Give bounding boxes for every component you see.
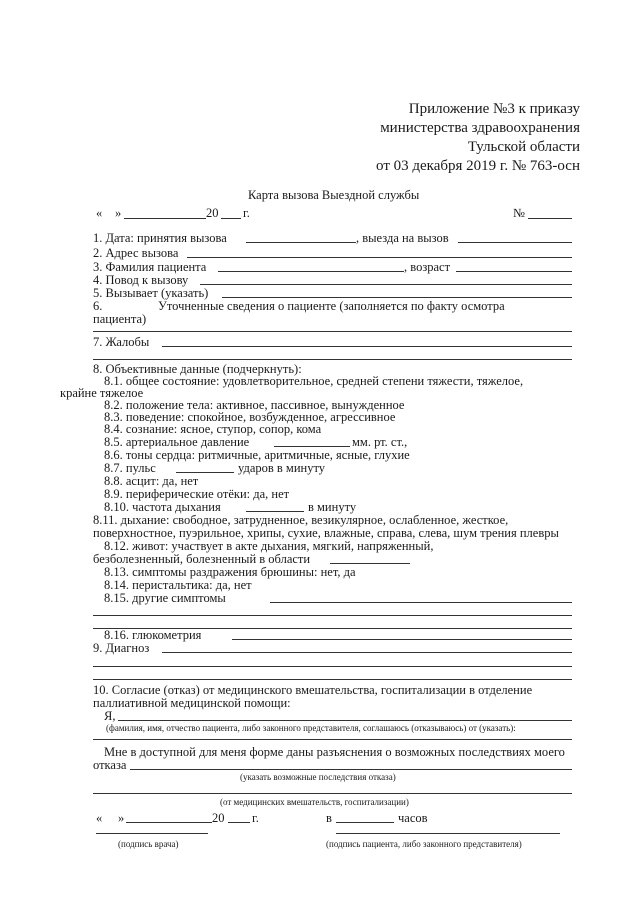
- item-8-5: 8.5. артериальное давление: [104, 435, 250, 449]
- item-6-text: Уточненные сведения о пациенте (заполняется по факту осмотра: [158, 299, 505, 313]
- bottom-date-open: «: [96, 811, 103, 825]
- explanation-text: Мне в доступной для меня форме даны разъяснения о возможных последствиях моего: [104, 745, 565, 759]
- date-open: «: [96, 206, 103, 220]
- item-3-label-b: , возраст: [404, 260, 451, 274]
- number-sign: №: [513, 206, 525, 220]
- item-6-text-b: пациента): [93, 312, 147, 326]
- item-8-9: 8.9. периферические отёки: да, нет: [104, 487, 290, 501]
- bottom-date-close: »: [118, 811, 125, 825]
- item-5-label: 5. Вызывает (указать): [93, 286, 209, 300]
- item-10: 10. Согласие (отказ) от медицинского вмешательства, госпитализации в отделение: [93, 683, 533, 697]
- item-8-4: 8.4. сознание: ясное, ступор, сопор, кома: [104, 422, 322, 436]
- refusal-label: отказа: [93, 758, 127, 772]
- caption-doctor-signature: (подпись врача): [118, 839, 179, 849]
- item-8-12: 8.12. живот: участвует в акте дыхания, мягкий, напряженный,: [104, 539, 434, 553]
- item-8-7: 8.7. пульс: [104, 461, 156, 475]
- bottom-hours: часов: [398, 811, 428, 825]
- item-8-3: 8.3. поведение: спокойное, возбужденное, агрессивное: [104, 410, 396, 424]
- item-8-2: 8.2. положение тела: активное, пассивное, вынужденное: [104, 398, 405, 412]
- item-8-16: 8.16. глюкометрия: [104, 628, 202, 642]
- item-8-7-b: ударов в минуту: [238, 461, 326, 475]
- item-1-label-b: , выезда на вызов: [356, 231, 449, 245]
- bottom-date-g: г.: [252, 811, 259, 825]
- item-8-1: 8.1. общее состояние: удовлетворительное, средней степени тяжести, тяжелое,: [104, 374, 524, 388]
- item-8-11-b: поверхностное, пуэрильное, хрипы, сухие, влажные, справа, слева, шум трения плевры: [93, 526, 559, 540]
- appendix-line-3: Тульской области: [467, 139, 580, 155]
- item-9-label: 9. Диагноз: [93, 641, 150, 655]
- item-8-6: 8.6. тоны сердца: ритмичные, аритмичные, ясные, глухие: [104, 448, 410, 462]
- date-g: г.: [243, 206, 250, 220]
- bottom-date-year: 20: [212, 811, 225, 825]
- item-4-label: 4. Повод к вызову: [93, 273, 189, 287]
- item-8-15: 8.15. другие симптомы: [104, 591, 226, 605]
- item-7-label: 7. Жалобы: [93, 335, 150, 349]
- ya-label: Я,: [104, 709, 116, 723]
- caption-fio: (фамилия, имя, отчество пациента, либо законного представителя, соглашаюсь (отказываюсь) от (указать):: [106, 723, 516, 733]
- item-8-1-b: крайне тяжелое: [60, 386, 144, 400]
- item-8-10-b: в минуту: [308, 500, 357, 514]
- item-8-8: 8.8. асцит: да, нет: [104, 474, 199, 488]
- date-year: 20: [206, 206, 219, 220]
- appendix-line-1: Приложение №3 к приказу: [408, 101, 580, 117]
- bottom-time-v: в: [326, 811, 332, 825]
- caption-patient-signature: (подпись пациента, либо законного представителя): [326, 839, 522, 849]
- item-8-5-b: мм. рт. ст.,: [352, 435, 408, 449]
- form-title: Карта вызова Выездной службы: [248, 188, 420, 202]
- item-6-num: 6.: [93, 299, 103, 313]
- appendix-line-4: от 03 декабря 2019 г. № 763-осн: [376, 158, 580, 174]
- item-8-label: 8. Объективные данные (подчеркнуть):: [93, 362, 302, 376]
- item-8-14: 8.14. перистальтика: да, нет: [104, 578, 252, 592]
- appendix-line-2: министерства здравоохранения: [380, 120, 580, 136]
- item-2-label: 2. Адрес вызова: [93, 246, 179, 260]
- item-3-label: 3. Фамилия пациента: [93, 260, 207, 274]
- item-8-12-b: безболезненный, болезненный в области: [93, 552, 311, 566]
- item-10-b: паллиативной медицинской помощи:: [93, 696, 291, 710]
- item-8-11: 8.11. дыхание: свободное, затрудненное, везикулярное, ослабленное, жесткое,: [93, 513, 509, 527]
- item-8-10: 8.10. частота дыхания: [104, 500, 221, 514]
- item-8-13: 8.13. симптомы раздражения брюшины: нет, да: [104, 565, 356, 579]
- caption-interventions: (от медицинских вмешательств, госпитализации): [220, 797, 409, 807]
- caption-consequences: (указать возможные последствия отказа): [240, 772, 396, 782]
- item-1-label: 1. Дата: принятия вызова: [93, 231, 227, 245]
- date-close: »: [115, 206, 122, 220]
